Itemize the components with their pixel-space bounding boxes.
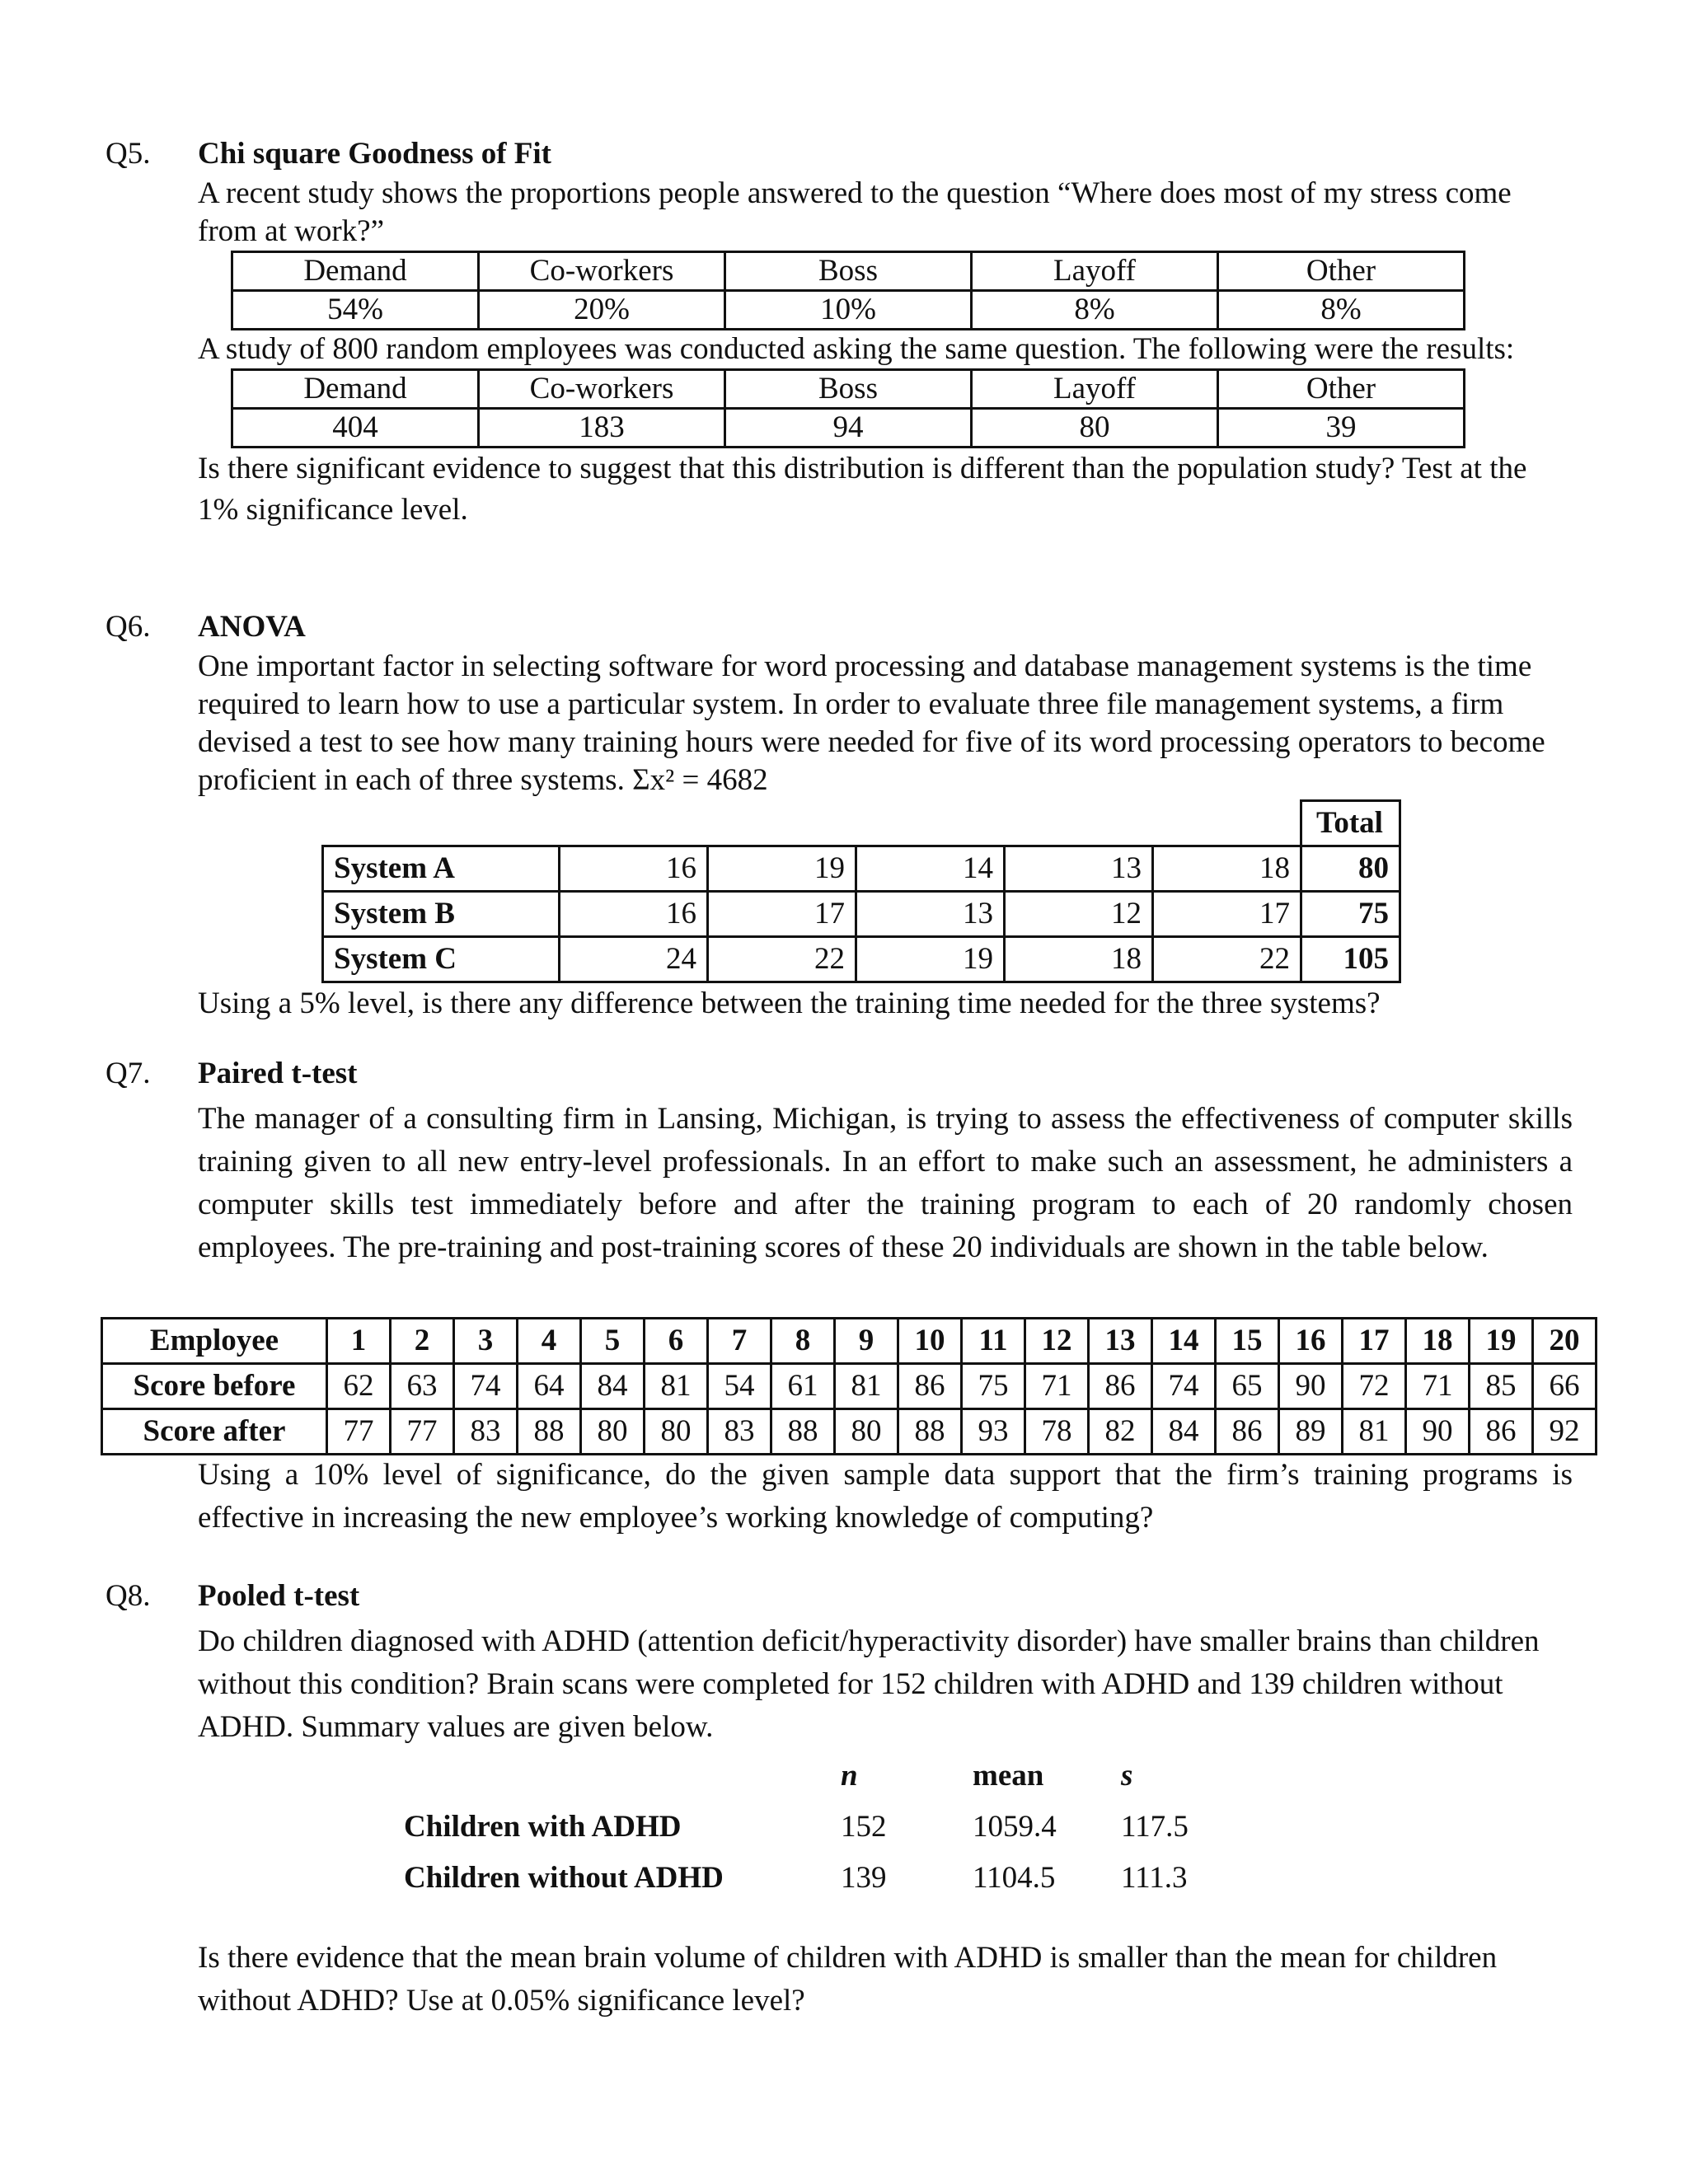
value-cell: 24 — [560, 937, 708, 982]
employee-row — [102, 1319, 1597, 1364]
categories-row — [232, 370, 1465, 409]
score-cell: 89 — [1279, 1409, 1343, 1455]
score-after-label: Score after — [102, 1409, 327, 1455]
value-cell: 22 — [1153, 937, 1301, 982]
category-cell: Other — [1218, 252, 1465, 291]
category-cell: Layoff — [972, 252, 1218, 291]
empty-cell — [856, 801, 1005, 846]
question-6-intro: One important factor in selecting software for word processing and database management systems is the time required to learn how to use a particular system. In order to evaluate three file management systems, a firm devised a test to see how many training hours were needed for five of its word processing operators to become proficient in each of three systems. Σx² = 4682 — [198, 649, 1545, 797]
anova-header-row — [323, 801, 1400, 846]
value-cell: 13 — [1005, 846, 1153, 892]
employee-cell: 18 — [1406, 1319, 1470, 1364]
score-cell: 77 — [391, 1409, 454, 1455]
value-cell: 17 — [1153, 892, 1301, 937]
score-cell: 90 — [1279, 1364, 1343, 1409]
score-cell: 80 — [645, 1409, 708, 1455]
employee-label: Employee — [102, 1319, 327, 1364]
group-s: 111.3 — [1121, 1861, 1188, 1895]
question-7-question: Using a 10% level of significance, do the given sample data support that the firm’s training programs is effective in increasing the new employee’s working knowledge of computing? — [198, 1458, 1573, 1535]
s-header: s — [1121, 1759, 1133, 1793]
category-cell: Other — [1218, 370, 1465, 409]
question-8-question: Is there evidence that the mean brain volume of children with ADHD is smaller than the mean for children without ADHD? Use at 0.05% significance level? — [198, 1941, 1498, 2018]
group-mean: 1059.4 — [973, 1810, 1057, 1844]
score-cell: 85 — [1470, 1364, 1533, 1409]
score-cell: 88 — [898, 1409, 962, 1455]
proportion-cell: 10% — [725, 291, 972, 330]
employee-cell: 9 — [835, 1319, 898, 1364]
proportions-table — [231, 251, 1465, 330]
proportion-cell: 20% — [479, 291, 725, 330]
score-cell: 77 — [327, 1409, 391, 1455]
score-cell: 92 — [1533, 1409, 1597, 1455]
total-cell: 75 — [1301, 892, 1400, 937]
group-n: 152 — [841, 1810, 887, 1844]
question-6-number: Q6. — [106, 610, 151, 644]
score-cell: 71 — [1406, 1364, 1470, 1409]
category-cell: Demand — [232, 252, 479, 291]
observed-cell: 183 — [479, 409, 725, 448]
score-cell: 72 — [1343, 1364, 1406, 1409]
score-cell: 90 — [1406, 1409, 1470, 1455]
system-label: System A — [323, 846, 560, 892]
employee-cell: 14 — [1152, 1319, 1216, 1364]
score-cell: 74 — [1152, 1364, 1216, 1409]
employee-cell: 16 — [1279, 1319, 1343, 1364]
score-cell: 54 — [708, 1364, 771, 1409]
category-cell: Boss — [725, 370, 972, 409]
n-header: n — [841, 1759, 858, 1793]
value-cell: 19 — [708, 846, 856, 892]
categories-row — [232, 252, 1465, 291]
observed-cell: 94 — [725, 409, 972, 448]
group-label: Children without ADHD — [404, 1861, 724, 1895]
score-cell: 83 — [454, 1409, 518, 1455]
score-cell: 83 — [708, 1409, 771, 1455]
question-8-intro: Do children diagnosed with ADHD (attention deficit/hyperactivity disorder) have smaller brains than children without this condition? Brain scans were completed for 152 children with ADHD and 139 children without ADHD. Summary values are given below. — [198, 1624, 1540, 1744]
score-cell: 86 — [898, 1364, 962, 1409]
question-6-question: Using a 5% level, is there any difference between the training time needed for the three systems? — [198, 987, 1381, 1020]
category-cell: Demand — [232, 370, 479, 409]
question-5-body — [198, 134, 1573, 531]
employee-cell: 5 — [581, 1319, 645, 1364]
value-cell: 18 — [1153, 846, 1301, 892]
category-cell: Co-workers — [479, 252, 725, 291]
question-5-number: Q5. — [106, 137, 151, 171]
score-cell: 86 — [1470, 1409, 1533, 1455]
score-cell: 81 — [645, 1364, 708, 1409]
score-cell: 66 — [1533, 1364, 1597, 1409]
score-cell: 80 — [581, 1409, 645, 1455]
question-7-title: Paired t-test — [198, 1057, 358, 1090]
score-cell: 81 — [835, 1364, 898, 1409]
employee-cell: 1 — [327, 1319, 391, 1364]
anova-row — [323, 892, 1400, 937]
employee-cell: 4 — [518, 1319, 581, 1364]
employee-cell: 8 — [771, 1319, 835, 1364]
value-cell: 16 — [560, 892, 708, 937]
question-6-body — [198, 607, 1573, 1024]
employee-cell: 10 — [898, 1319, 962, 1364]
employee-cell: 19 — [1470, 1319, 1533, 1364]
score-cell: 82 — [1089, 1409, 1152, 1455]
anova-row — [323, 846, 1400, 892]
score-cell: 62 — [327, 1364, 391, 1409]
question-6-title: ANOVA — [198, 610, 306, 644]
employee-cell: 15 — [1216, 1319, 1279, 1364]
score-cell: 86 — [1216, 1409, 1279, 1455]
question-7-number: Q7. — [106, 1057, 151, 1090]
employee-cell: 17 — [1343, 1319, 1406, 1364]
system-label: System C — [323, 937, 560, 982]
question-8-number: Q8. — [106, 1579, 151, 1613]
mean-header: mean — [973, 1759, 1044, 1793]
total-cell: 80 — [1301, 846, 1400, 892]
paired-scores-table — [101, 1317, 1597, 1455]
question-7-body — [198, 1053, 1573, 1269]
employee-cell: 20 — [1533, 1319, 1597, 1364]
score-cell: 88 — [771, 1409, 835, 1455]
total-header: Total — [1301, 801, 1400, 846]
question-7-question-wrap — [198, 1454, 1573, 1540]
empty-cell — [708, 801, 856, 846]
group-label: Children with ADHD — [404, 1810, 682, 1844]
group-mean: 1104.5 — [973, 1861, 1056, 1895]
score-cell: 86 — [1089, 1364, 1152, 1409]
employee-cell: 12 — [1025, 1319, 1089, 1364]
value-cell: 14 — [856, 846, 1005, 892]
empty-cell — [323, 801, 560, 846]
category-cell: Layoff — [972, 370, 1218, 409]
question-7-intro: The manager of a consulting firm in Lansing, Michigan, is trying to assess the effectiveness of computer skills training given to all new entry-level professionals. In an effort to make such an assessment, he administers a computer skills test immediately before and after the training program to each of 20 randomly chosen employees. The pre-training and post-training scores of these 20 individuals are shown in the table below. — [198, 1102, 1573, 1264]
system-label: System B — [323, 892, 560, 937]
proportion-cell: 54% — [232, 291, 479, 330]
observed-cell: 80 — [972, 409, 1218, 448]
score-cell: 84 — [1152, 1409, 1216, 1455]
score-cell: 74 — [454, 1364, 518, 1409]
score-before-row — [102, 1364, 1597, 1409]
proportions-row — [232, 291, 1465, 330]
group-n: 139 — [841, 1861, 887, 1895]
question-8-body — [198, 1576, 1573, 2022]
value-cell: 18 — [1005, 937, 1153, 982]
empty-cell — [1153, 801, 1301, 846]
value-cell: 19 — [856, 937, 1005, 982]
score-cell: 78 — [1025, 1409, 1089, 1455]
observed-cell: 39 — [1218, 409, 1465, 448]
score-cell: 80 — [835, 1409, 898, 1455]
observed-row — [232, 409, 1465, 448]
question-5-title: Chi square Goodness of Fit — [198, 137, 551, 171]
value-cell: 13 — [856, 892, 1005, 937]
total-cell: 105 — [1301, 937, 1400, 982]
score-after-row — [102, 1409, 1597, 1455]
employee-cell: 11 — [962, 1319, 1025, 1364]
value-cell: 16 — [560, 846, 708, 892]
proportion-cell: 8% — [1218, 291, 1465, 330]
employee-cell: 6 — [645, 1319, 708, 1364]
value-cell: 22 — [708, 937, 856, 982]
score-cell: 71 — [1025, 1364, 1089, 1409]
score-cell: 63 — [391, 1364, 454, 1409]
employee-cell: 13 — [1089, 1319, 1152, 1364]
question-8-title: Pooled t-test — [198, 1579, 360, 1613]
score-cell: 65 — [1216, 1364, 1279, 1409]
question-5-intro: A recent study shows the proportions people answered to the question “Where does most of my stress come from at work?” — [198, 176, 1512, 248]
observed-cell: 404 — [232, 409, 479, 448]
employee-cell: 2 — [391, 1319, 454, 1364]
anova-table — [321, 799, 1401, 983]
group-s: 117.5 — [1121, 1810, 1189, 1844]
employee-cell: 7 — [708, 1319, 771, 1364]
score-cell: 93 — [962, 1409, 1025, 1455]
summary-table — [198, 1749, 1573, 1914]
value-cell: 17 — [708, 892, 856, 937]
score-cell: 64 — [518, 1364, 581, 1409]
question-5-study: A study of 800 random employees was conducted asking the same question. The following were the results: — [198, 332, 1515, 366]
empty-cell — [560, 801, 708, 846]
value-cell: 12 — [1005, 892, 1153, 937]
empty-cell — [1005, 801, 1153, 846]
question-5-question: Is there significant evidence to suggest that this distribution is different than the population study? Test at the 1% significance level. — [198, 452, 1527, 527]
employee-cell: 3 — [454, 1319, 518, 1364]
anova-row — [323, 937, 1400, 982]
score-cell: 61 — [771, 1364, 835, 1409]
score-cell: 81 — [1343, 1409, 1406, 1455]
score-before-label: Score before — [102, 1364, 327, 1409]
proportion-cell: 8% — [972, 291, 1218, 330]
category-cell: Co-workers — [479, 370, 725, 409]
score-cell: 75 — [962, 1364, 1025, 1409]
observed-table — [231, 368, 1465, 448]
category-cell: Boss — [725, 252, 972, 291]
score-cell: 88 — [518, 1409, 581, 1455]
score-cell: 84 — [581, 1364, 645, 1409]
